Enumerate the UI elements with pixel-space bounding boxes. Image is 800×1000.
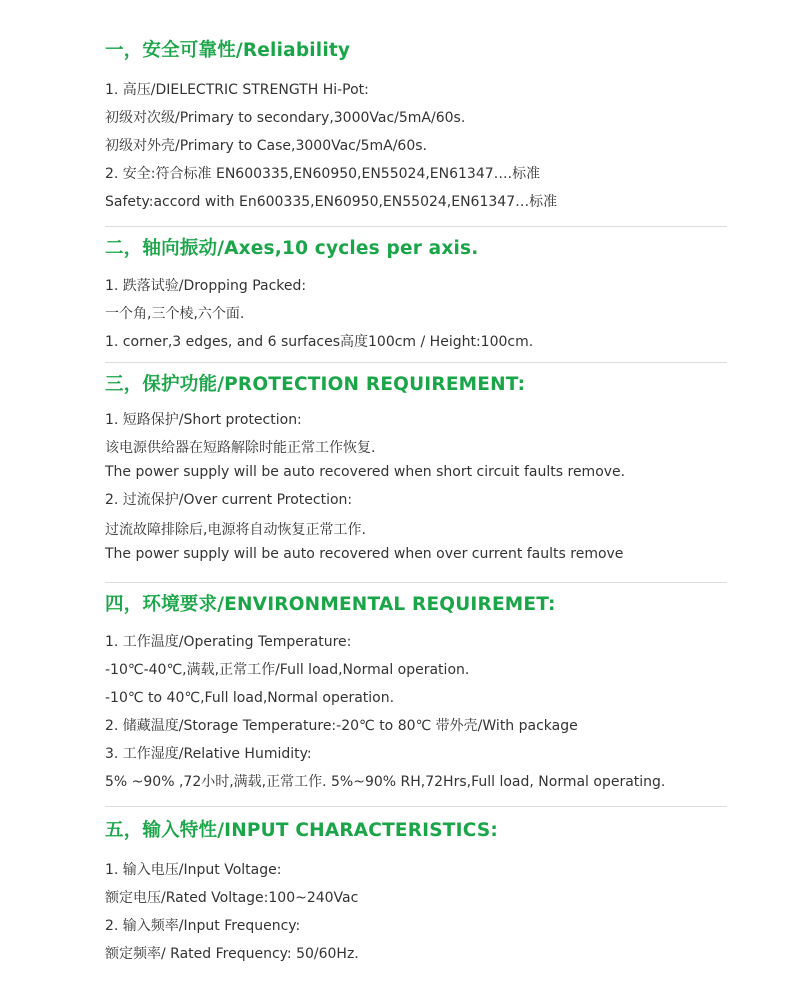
spec-line: The power supply will be auto recovered when short circuit faults remove.: [105, 464, 626, 480]
section-title: 二，轴向振动/Axes,10 cycles per axis.: [105, 238, 479, 259]
spec-line: 初级对外壳/Primary to Case,3000Vac/5mA/60s.: [105, 138, 427, 154]
section-title: 一，安全可靠性/Reliability: [105, 40, 351, 61]
spec-line: 额定频率/ Rated Frequency: 50/60Hz.: [105, 946, 359, 962]
spec-line: 过流故障排除后,电源将自动恢复正常工作.: [105, 522, 366, 538]
spec-line: 1. 输入电压/Input Voltage:: [105, 862, 282, 878]
spec-line: 1. corner,3 edges, and 6 surfaces高度100cm / Height:100cm.: [105, 334, 534, 350]
section-protection: [105, 372, 727, 566]
section-axes: [105, 236, 727, 356]
section-title: 四，环境要求/ENVIRONMENTAL REQUIREMET:: [105, 594, 556, 615]
section-divider: [105, 806, 727, 807]
section-title: 五，输入特性/INPUT CHARACTERISTICS:: [105, 820, 498, 841]
section-divider: [105, 582, 727, 583]
spec-line: -10℃-40℃,满载,正常工作/Full load,Normal operation.: [105, 662, 470, 678]
spec-line: 一个角,三个棱,六个面.: [105, 306, 245, 322]
spec-line: -10℃ to 40℃,Full load,Normal operation.: [105, 690, 395, 706]
section-input: [105, 818, 727, 968]
section-environmental: [105, 592, 727, 796]
spec-line: 1. 工作温度/Operating Temperature:: [105, 634, 352, 650]
spec-line: 2. 储藏温度/Storage Temperature:-20℃ to 80℃ 带外壳/With package: [105, 718, 578, 734]
spec-line: 1. 高压/DIELECTRIC STRENGTH Hi-Pot:: [105, 82, 369, 98]
spec-line: 3. 工作湿度/Relative Humidity:: [105, 746, 312, 762]
section-divider: [105, 362, 727, 363]
spec-line: 额定电压/Rated Voltage:100~240Vac: [105, 890, 359, 906]
section-divider: [105, 226, 727, 227]
spec-line: 初级对次级/Primary to secondary,3000Vac/5mA/60s.: [105, 110, 466, 126]
spec-line: 2. 安全:符合标准 EN600335,EN60950,EN55024,EN61347….标准: [105, 166, 541, 182]
spec-line: 2. 输入频率/Input Frequency:: [105, 918, 301, 934]
spec-line: 1. 跌落试验/Dropping Packed:: [105, 278, 307, 294]
section-title: 三，保护功能/PROTECTION REQUIREMENT:: [105, 374, 526, 395]
spec-line: Safety:accord with En600335,EN60950,EN55024,EN61347…标准: [105, 194, 558, 210]
spec-line: 该电源供给器在短路解除时能正常工作恢复.: [105, 440, 376, 456]
spec-line: The power supply will be auto recovered when over current faults remove: [105, 546, 624, 562]
section-reliability: [105, 38, 727, 216]
spec-line: 2. 过流保护/Over current Protection:: [105, 492, 353, 508]
spec-line: 5% ~90% ,72小时,满载,正常工作. 5%~90% RH,72Hrs,Full load, Normal operating.: [105, 774, 666, 790]
spec-line: 1. 短路保护/Short protection:: [105, 412, 302, 428]
